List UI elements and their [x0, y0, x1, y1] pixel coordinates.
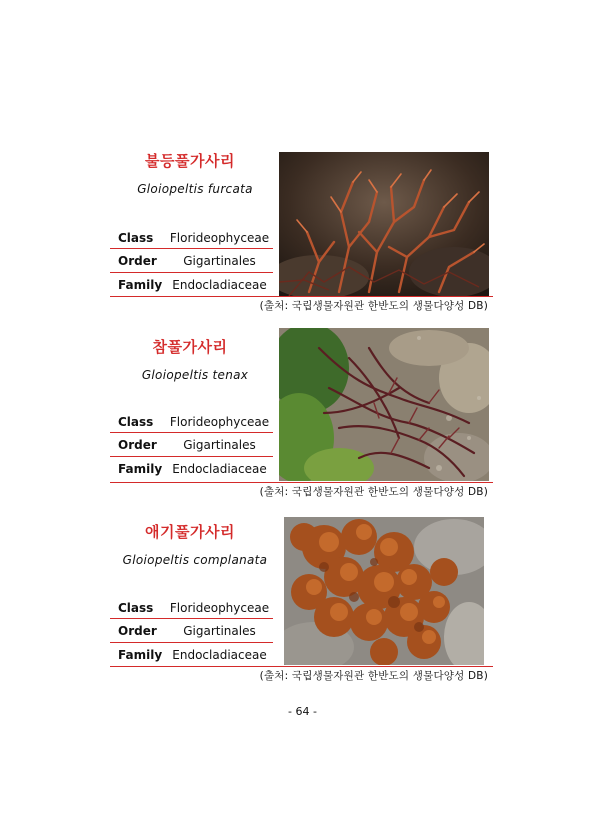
species-name-korean: 애기풀가사리: [145, 523, 235, 541]
taxonomy-row-order: Order Gigartinales: [110, 435, 273, 457]
taxonomy-table: [110, 227, 273, 298]
taxonomy-row-class: Class Florideophyceae: [110, 597, 273, 619]
taxonomy-table: [110, 597, 273, 668]
photo-credit: (출처: 국립생물자원관 한반도의 생물다양성 DB): [259, 300, 488, 312]
species-photo: [279, 152, 489, 296]
species-name-scientific: Gloiopeltis furcata: [137, 182, 253, 196]
species-name-scientific: Gloiopeltis tenax: [141, 368, 249, 382]
page-number: - 64 -: [288, 705, 317, 718]
taxonomy-row-class: Class Florideophyceae: [110, 411, 273, 433]
divider-line: [110, 296, 493, 297]
taxonomy-row-class: Class Florideophyceae: [110, 227, 273, 249]
photo-credit: (출처: 국립생물자원관 한반도의 생물다양성 DB): [259, 486, 488, 498]
species-name-scientific: Gloiopeltis complanata: [122, 553, 268, 567]
taxonomy-row-order: Order Gigartinales: [110, 251, 273, 273]
divider-line: [110, 666, 493, 667]
species-photo: [279, 328, 489, 481]
taxonomy-row-family: Family Endocladiaceae: [118, 462, 267, 476]
species-name-korean: 참풀가사리: [152, 338, 228, 356]
divider-line: [110, 482, 493, 483]
species-photo: [284, 517, 484, 665]
species-name-korean: 불등풀가사리: [145, 152, 235, 170]
taxonomy-row-order: Order Gigartinales: [110, 621, 273, 643]
taxonomy-table: [110, 411, 273, 482]
taxonomy-row-family: Family Endocladiaceae: [118, 278, 267, 292]
taxonomy-row-family: Family Endocladiaceae: [118, 648, 267, 662]
photo-credit: (출처: 국립생물자원관 한반도의 생물다양성 DB): [259, 670, 488, 682]
